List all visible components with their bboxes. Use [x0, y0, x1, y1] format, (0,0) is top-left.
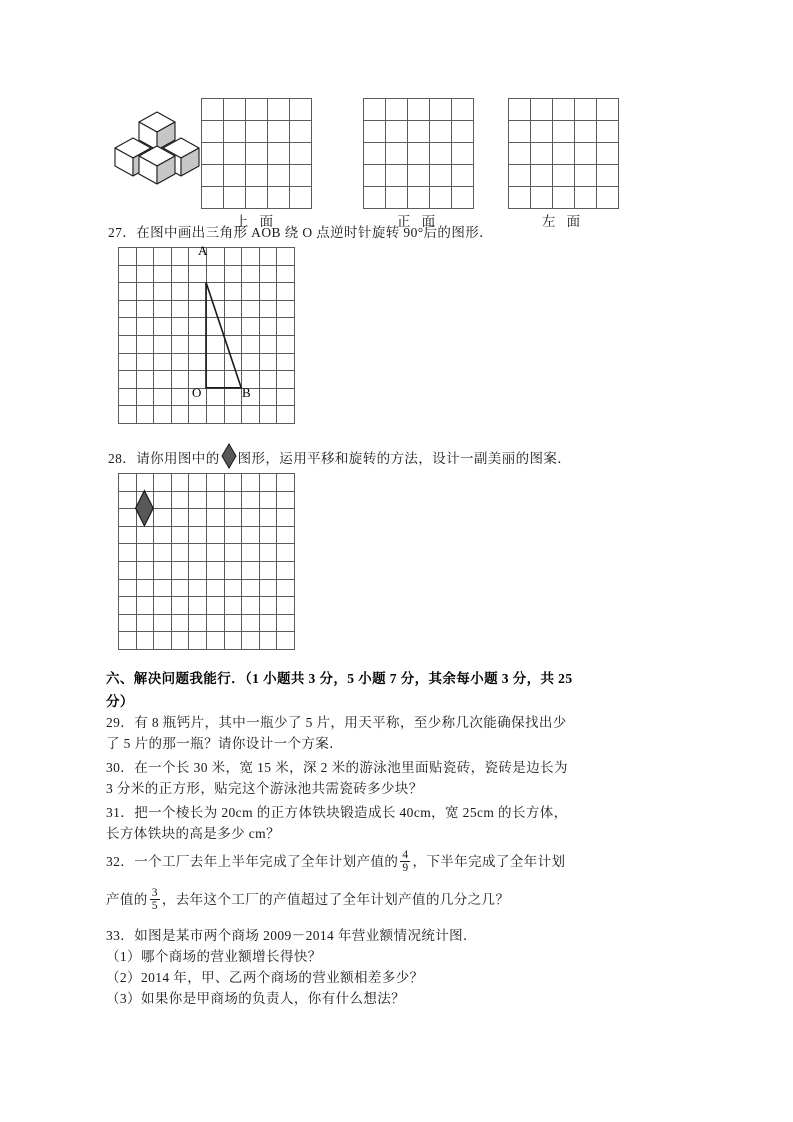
problem-31: [106, 802, 691, 844]
grid-left-view: [508, 98, 619, 209]
problem-32-line-2: [106, 881, 706, 919]
section-six-heading-line2: 分）: [106, 694, 134, 709]
fraction-four-ninths: [400, 849, 410, 874]
grid-cell[interactable]: [553, 187, 575, 209]
grid-cell[interactable]: [553, 99, 575, 121]
grid-cell[interactable]: [224, 121, 246, 143]
grid-cell[interactable]: [290, 187, 312, 209]
problem-33-line-2: （1）哪个商场的营业额增长得快？: [106, 949, 322, 964]
question-28-text-before: 28．请你用图中的: [108, 451, 220, 466]
vertex-label-a: A: [198, 243, 208, 258]
grid-cell[interactable]: [246, 121, 268, 143]
grid-cell[interactable]: [430, 165, 452, 187]
grid-cell[interactable]: [246, 99, 268, 121]
problem-32-segment-2: ，下半年完成了全年计划: [412, 854, 566, 869]
problem-32-segment-3: 产值的: [106, 892, 148, 907]
grid-cell[interactable]: [246, 165, 268, 187]
four-cube-solid-icon: [111, 102, 203, 188]
grid-cell[interactable]: [224, 143, 246, 165]
question-27-text: 27．在图中画出三角形 AOB 绕 O 点逆时针旋转 90°后的图形．: [108, 225, 494, 240]
grid-cell[interactable]: [509, 143, 531, 165]
grid-cell[interactable]: [575, 165, 597, 187]
grid-cell[interactable]: [597, 165, 619, 187]
rhombus-icon: [221, 443, 237, 469]
grid-cell[interactable]: [408, 165, 430, 187]
triangle-aob-shape: [118, 247, 296, 425]
grid-cell[interactable]: [224, 187, 246, 209]
grid-cell[interactable]: [509, 121, 531, 143]
grid-cell[interactable]: [430, 99, 452, 121]
grid-cell[interactable]: [553, 121, 575, 143]
grid-cell[interactable]: [408, 99, 430, 121]
fraction-numerator: 3: [151, 887, 158, 900]
grid-cell[interactable]: [531, 99, 553, 121]
grid-cell[interactable]: [408, 187, 430, 209]
problem-33-line-4: （3）如果你是甲商场的负责人，你有什么想法？: [106, 991, 406, 1006]
grid-cell[interactable]: [430, 143, 452, 165]
grid-cell[interactable]: [364, 165, 386, 187]
grid-cell[interactable]: [246, 143, 268, 165]
grid-cell[interactable]: [224, 165, 246, 187]
problem-33-line-3: （2）2014 年，甲、乙两个商场的营业额相差多少？: [106, 970, 424, 985]
problem-29-line-2: 了 5 片的那一瓶？请你设计一个方案．: [106, 736, 344, 751]
grid-cell[interactable]: [202, 99, 224, 121]
fraction-denominator: 5: [151, 900, 158, 913]
problem-29: [106, 712, 691, 754]
grid-front-view: [363, 98, 474, 209]
grid-cell[interactable]: [531, 143, 553, 165]
grid-cell[interactable]: [290, 165, 312, 187]
grid-cell[interactable]: [202, 143, 224, 165]
grid-cell[interactable]: [290, 143, 312, 165]
grid-cell[interactable]: [268, 165, 290, 187]
rhombus-shape: [118, 473, 296, 651]
grid-cell[interactable]: [364, 121, 386, 143]
question-28-grid: [118, 473, 296, 651]
grid-top-view: [201, 98, 312, 209]
grid-cell[interactable]: [364, 99, 386, 121]
grid-cell[interactable]: [531, 121, 553, 143]
grid-cell[interactable]: [597, 187, 619, 209]
grid-cell[interactable]: [290, 99, 312, 121]
grid-cell[interactable]: [386, 99, 408, 121]
problem-29-line-1: 29．有 8 瓶钙片，其中一瓶少了 5 片，用天平称，至少称几次能确保找出少: [106, 715, 567, 730]
grid-cell[interactable]: [531, 165, 553, 187]
vertex-label-o: O: [192, 385, 202, 400]
grid-cell[interactable]: [452, 121, 474, 143]
section-six-heading-line1: 六、解决问题我能行．（1 小题共 3 分，5 小题 7 分，其余每小题 3 分，共 25: [106, 671, 573, 686]
grid-cell[interactable]: [364, 143, 386, 165]
grid-cell[interactable]: [268, 99, 290, 121]
problem-30-line-2: 3 分米的正方形，贴完这个游泳池共需瓷砖多少块？: [106, 781, 423, 796]
grid-cell[interactable]: [386, 187, 408, 209]
problem-31-line-1: 31．把一个棱长为 20cm 的正方体铁块锻造成长 40cm，宽 25cm 的长方体，: [106, 805, 568, 820]
grid-cell[interactable]: [430, 121, 452, 143]
grid-cell[interactable]: [430, 187, 452, 209]
grid-cell[interactable]: [597, 99, 619, 121]
grid-cell[interactable]: [386, 165, 408, 187]
problem-32-segment-4: ，去年这个工厂的产值超过了全年计划产值的几分之几？: [161, 892, 510, 907]
problem-30-line-1: 30．在一个长 30 米，宽 15 米，深 2 米的游泳池里面贴瓷砖，瓷砖是边长为: [106, 760, 568, 775]
grid-cell[interactable]: [408, 143, 430, 165]
problem-31-line-2: 长方体铁块的高是多少 cm？: [106, 826, 280, 841]
question-27-grid: [118, 243, 296, 425]
grid-cell[interactable]: [268, 121, 290, 143]
grid-cell[interactable]: [386, 143, 408, 165]
three-view-figure-row: [108, 88, 688, 229]
grid-cell[interactable]: [575, 99, 597, 121]
grid-label-left-view: 左 面: [541, 214, 585, 229]
grid-cell[interactable]: [224, 99, 246, 121]
question-28-text: [108, 443, 708, 469]
fraction-numerator: 4: [402, 849, 409, 862]
grid-cell[interactable]: [553, 165, 575, 187]
problem-33: [106, 925, 691, 1009]
grid-cell[interactable]: [452, 187, 474, 209]
grid-cell[interactable]: [268, 143, 290, 165]
grid-cell[interactable]: [452, 143, 474, 165]
grid-cell[interactable]: [408, 121, 430, 143]
problem-30: [106, 757, 691, 799]
grid-cell[interactable]: [452, 99, 474, 121]
grid-label-front-view: 正 面: [396, 214, 440, 229]
problem-32-line-1: [106, 843, 706, 881]
grid-cell[interactable]: [364, 187, 386, 209]
question-28-text-after: 图形，运用平移和旋转的方法，设计一副美丽的图案．: [237, 451, 572, 466]
grid-cell[interactable]: [597, 143, 619, 165]
grid-cell[interactable]: [202, 165, 224, 187]
grid-cell[interactable]: [509, 187, 531, 209]
grid-cell[interactable]: [575, 121, 597, 143]
grid-cell[interactable]: [268, 187, 290, 209]
vertex-label-b: B: [242, 385, 251, 400]
grid-cell[interactable]: [202, 187, 224, 209]
grid-cell[interactable]: [246, 187, 268, 209]
grid-cell[interactable]: [290, 121, 312, 143]
problem-32-segment-1: 32．一个工厂去年上半年完成了全年计划产值的: [106, 854, 399, 869]
fraction-three-fifths: [150, 887, 160, 912]
fraction-denominator: 9: [402, 862, 409, 875]
grid-cell[interactable]: [575, 187, 597, 209]
section-six-heading: [106, 667, 696, 713]
grid-cell[interactable]: [575, 143, 597, 165]
grid-cell[interactable]: [509, 99, 531, 121]
grid-cell[interactable]: [386, 121, 408, 143]
grid-cell[interactable]: [553, 143, 575, 165]
problem-33-line-1: 33．如图是某市两个商场 2009－2014 年营业额情况统计图．: [106, 928, 477, 943]
grid-cell[interactable]: [531, 187, 553, 209]
grid-cell[interactable]: [597, 121, 619, 143]
grid-label-top-view: 上 面: [234, 214, 278, 229]
grid-cell[interactable]: [452, 165, 474, 187]
problem-32: [106, 843, 706, 919]
grid-cell[interactable]: [202, 121, 224, 143]
grid-cell[interactable]: [509, 165, 531, 187]
